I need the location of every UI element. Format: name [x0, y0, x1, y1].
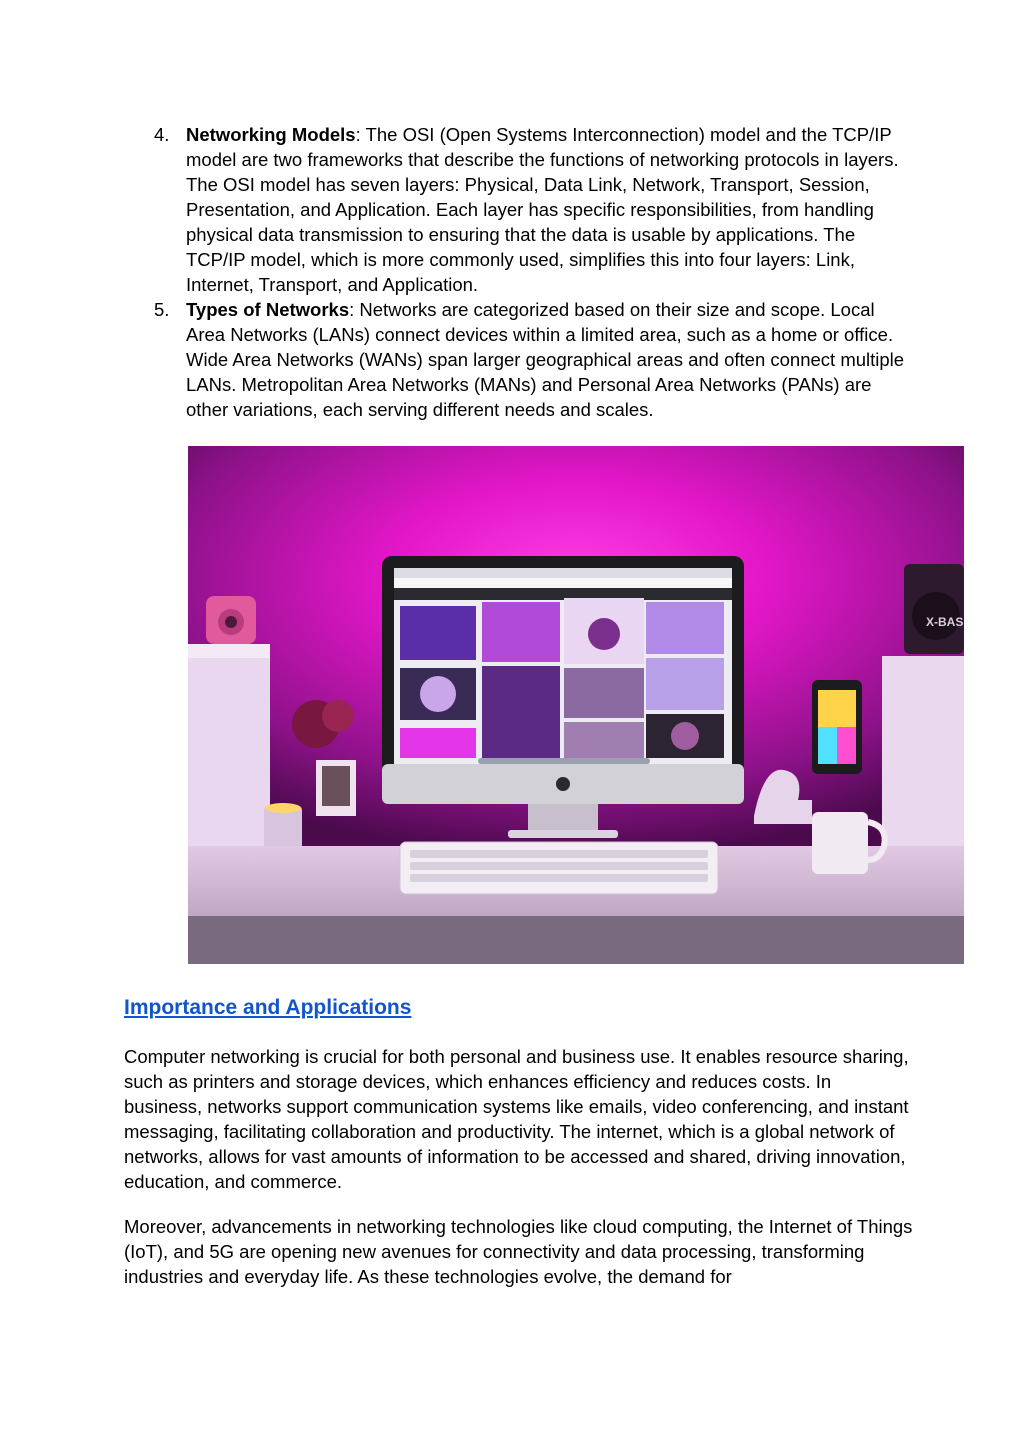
paragraph: Computer networking is crucial for both personal and business use. It enables resource sharing, such as printers and storage devices, which enhances efficiency and reduces costs. In business, networks support communication systems like emails, video conferencing, and instant messaging, facilitating collaboration and productivity. The internet, which is a global network of networks, allows for vast amounts of information to be accessed and shared, driving innovation, education, and commerce. — [124, 1046, 909, 1192]
list-number: 4. — [154, 124, 170, 145]
speaker-label: X-BAS — [926, 615, 964, 629]
numbered-list — [124, 122, 914, 422]
desk-setup-photo — [188, 446, 964, 964]
list-item — [124, 297, 914, 422]
list-text: : Networks are categorized based on their size and scope. Local Area Networks (LANs) connect devices within a limited area, such as a home or office. Wide Area Networks (WANs) span larger geographical areas and often connect multiple LANs. Metropolitan Area Networks (MANs) and Personal Area Networks (PANs) are other variations, each serving different needs and scales. — [186, 299, 905, 420]
list-item — [124, 122, 914, 297]
list-number: 5. — [154, 299, 170, 320]
list-term: Networking Models — [186, 124, 356, 145]
list-text: : The OSI (Open Systems Interconnection) model and the TCP/IP model are two frameworks that describe the functions of networking protocols in layers. The OSI model has seven layers: Physical, Data Link, Network, Transport, Session, Presentation, and Application. Each layer has specific responsibilities, from handling physical data transmission to ensuring that the data is usable by applications. The TCP/IP model, which is more commonly used, simplifies this into four layers: Link, Internet, Transport, and Application. — [186, 124, 899, 295]
list-term: Types of Networks — [186, 299, 350, 320]
section-heading-link[interactable]: Importance and Applications — [124, 996, 412, 1019]
paragraph: Moreover, advancements in networking technologies like cloud computing, the Internet of Things (IoT), and 5G are opening new avenues for connectivity and data processing, transforming industries and everyday life. As these technologies evolve, the demand for — [124, 1216, 913, 1287]
